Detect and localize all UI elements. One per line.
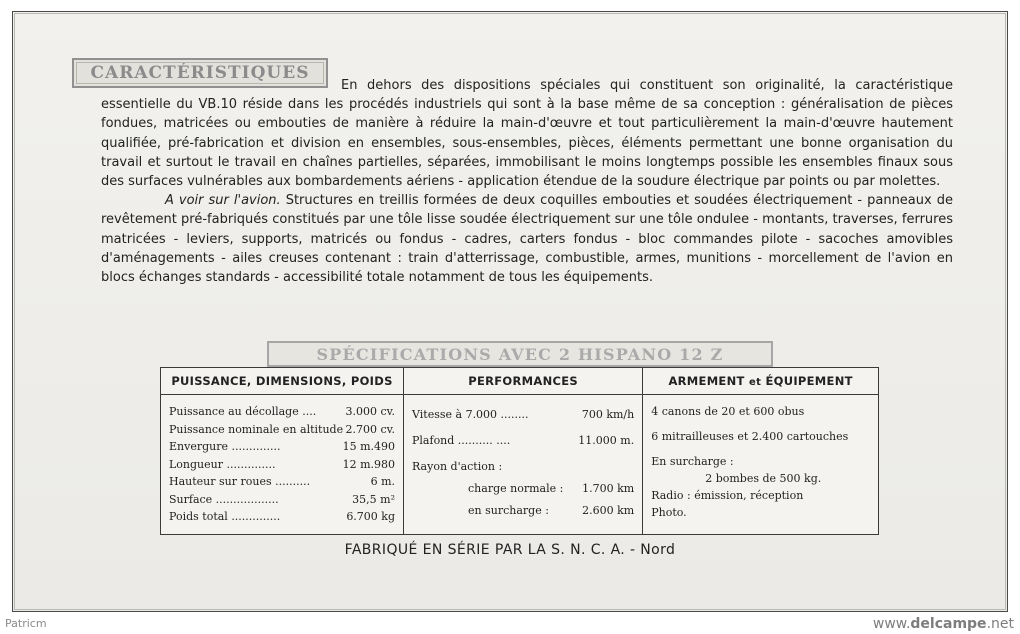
characteristics-title: CARACTÉRISTIQUES	[72, 58, 328, 88]
cannons: 4 canons de 20 et 600 obus	[651, 405, 805, 418]
range-label: Rayon d'action :	[412, 460, 503, 473]
site-watermark: www.delcampe.net	[872, 616, 1014, 632]
radio: Radio : émission, réception	[651, 489, 804, 502]
power-cell	[161, 395, 404, 535]
range-normal-row: charge normale : 1.700 km	[468, 482, 635, 495]
ceiling-row: Plafond .......... .... 11.000 m.	[412, 434, 635, 447]
range-overload-row: en surcharge : 2.600 km	[468, 504, 635, 517]
on-aircraft-lead: A voir sur l'avion.	[165, 193, 281, 209]
power-header: PUISSANCE, DIMENSIONS, POIDS	[161, 368, 404, 395]
characteristics-text	[101, 76, 953, 287]
armament-header: ARMEMENT et ÉQUIPEMENT	[643, 368, 879, 395]
performance-header: PERFORMANCES	[404, 368, 643, 395]
photo: Photo.	[651, 506, 687, 519]
speed-row: Vitesse à 7.000 ........ 700 km/h	[412, 408, 635, 421]
uploader-watermark: Patricm	[5, 617, 47, 630]
power-row: Longueur .............. 12 m.980	[169, 457, 396, 471]
power-row: Poids total .............. 6.700 kg	[169, 510, 396, 523]
specifications-table	[160, 367, 879, 535]
power-row: Puissance nominale en altitude 2.700 cv.	[169, 422, 396, 436]
machine-guns: 6 mitrailleuses et 2.400 cartouches	[651, 430, 849, 443]
overload-label: En surcharge :	[651, 455, 734, 468]
power-row: Hauteur sur roues .......... 6 m.	[169, 475, 396, 488]
power-row: Puissance au décollage .... 3.000 cv.	[169, 405, 396, 418]
power-row: Envergure .............. 15 m.490	[169, 440, 396, 453]
bombs: 2 bombes de 500 kg.	[705, 472, 822, 485]
characteristics-paragraph-2: A voir sur l'avion. Structures en treillis formées de deux coquilles embouties et soudées électriquement - panneaux de revêtement pré-fabriqués constitués par une tôle lisse soudée électriquement sur une tôle ondulee - montants, traverses, ferrures matricées - leviers, supports, matricés ou fondus - cadres, carters fondus - bloc commandes pilote - sacoches amovibles d'aménagements - ailes creuses contenant : train d'atterrissage, combustible, armes, munitions - morcellement de l'avion en blocs échanges standards - accessibilité totale notamment de tous les équipements.	[101, 193, 953, 286]
watermark-strip	[0, 613, 1020, 634]
armament-cell	[643, 395, 879, 535]
characteristics-paragraph-1: En dehors des dispositions spéciales qui constituent son originalité, la caractéristique essentielle du VB.10 réside dans les procédés industriels qui sont à la base même de sa conception : généralisation de pièces fondues, matricées ou embouties de manière à réduire la main-d'œuvre et tout particulièrement la main-d'œuvre hautement qualifiée, pré-fabrication et division en ensembles, sous-ensembles, pièces, éléments permettant une bonne organisation du travail et surtout le travail en chaînes partielles, séparées, immobilisant le moins longtemps possible les ensembles finaux sous des surfaces vulnérables aux bombardements aériens - application étendue de la soudure électrique par points ou par molettes.	[101, 78, 953, 190]
specifications-title: SPÉCIFICATIONS AVEC 2 HISPANO 12 Z	[267, 341, 773, 367]
power-row: Surface .................. 35,5 m²	[169, 492, 396, 506]
performance-cell	[404, 395, 643, 535]
manufacturer-line: FABRIQUÉ EN SÉRIE PAR LA S. N. C. A. - Nord	[344, 542, 676, 558]
